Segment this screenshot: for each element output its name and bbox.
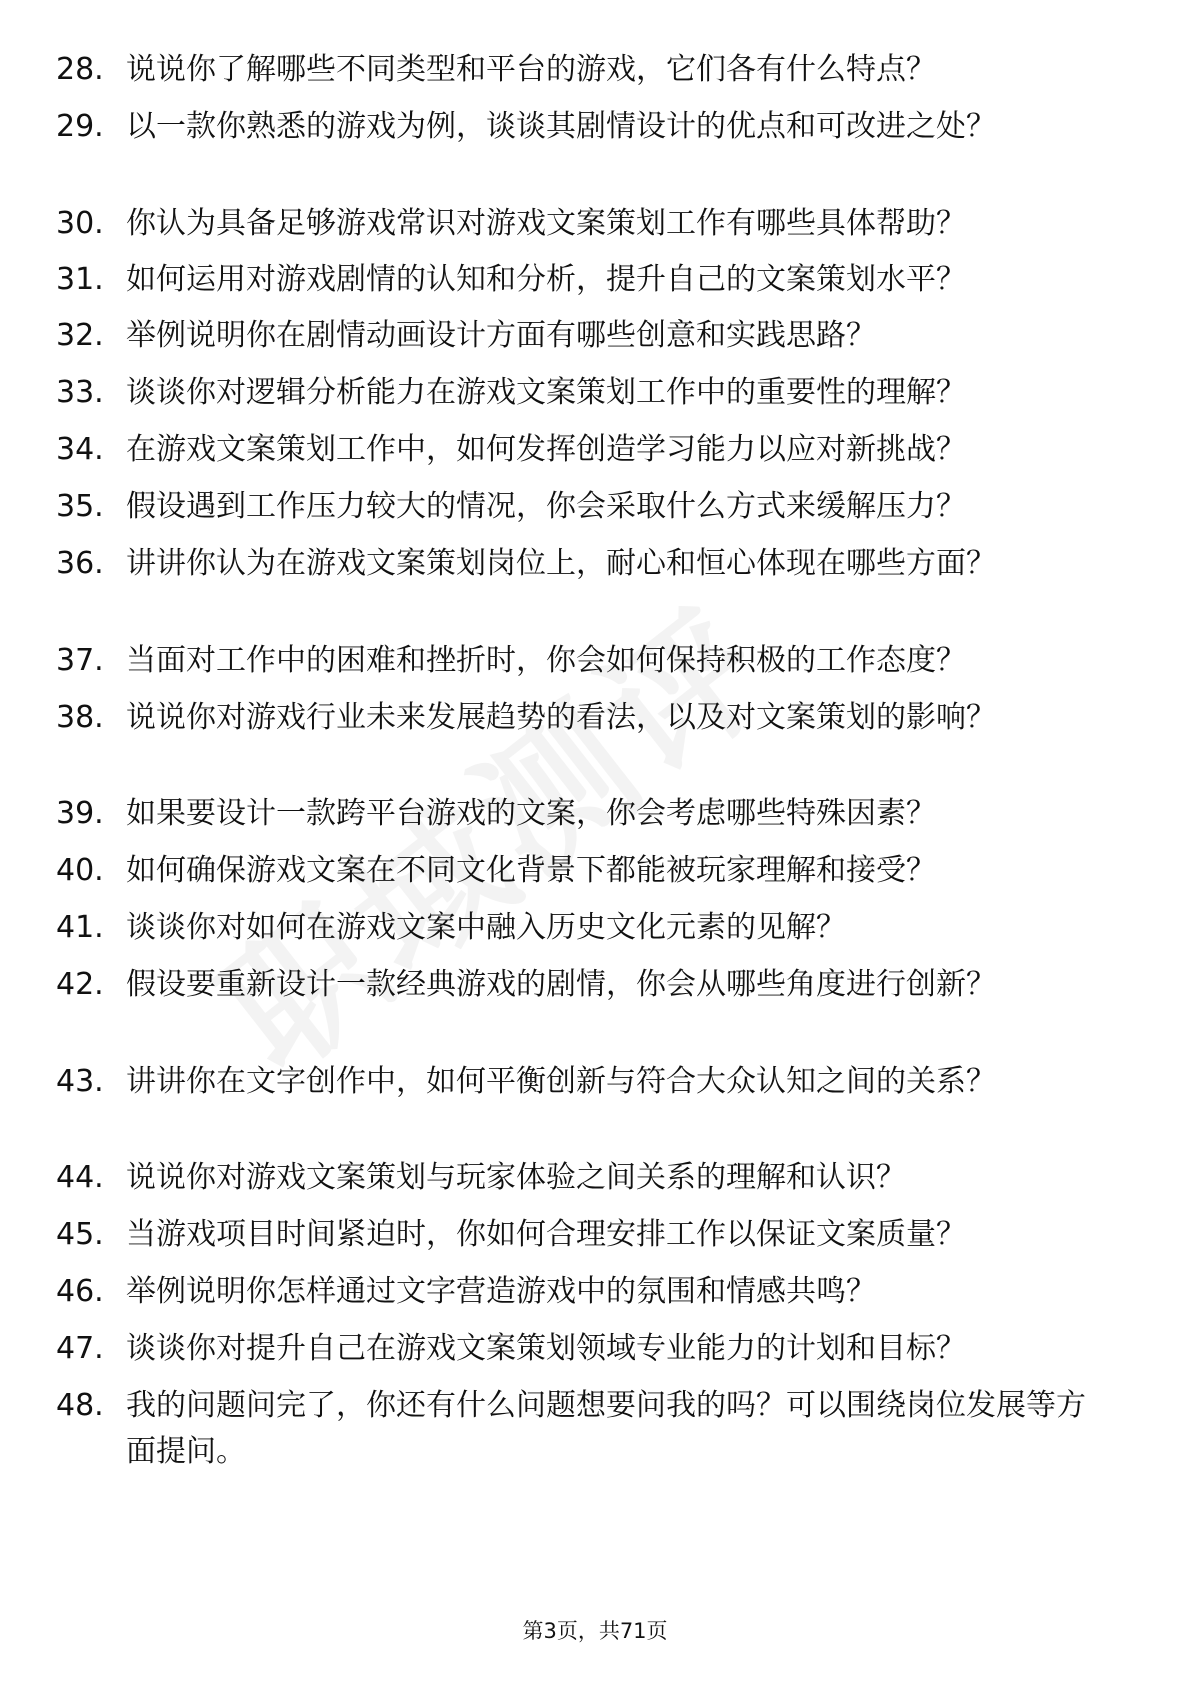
page-footer: 第3页，共71页 [522, 1619, 668, 1643]
question-number: 33. [56, 375, 104, 410]
question-number: 31. [56, 262, 104, 297]
question-number: 28. [56, 52, 104, 87]
question-text: 谈谈你对如何在游戏文案中融入历史文化元素的见解？ [126, 910, 846, 945]
question-text: 说说你对游戏行业未来发展趋势的看法，以及对文案策划的影响？ [126, 700, 996, 735]
question-number: 41. [56, 910, 104, 945]
question-text: 以一款你熟悉的游戏为例，谈谈其剧情设计的优点和可改进之处？ [126, 109, 996, 144]
question-text: 举例说明你怎样通过文字营造游戏中的氛围和情感共鸣？ [126, 1274, 876, 1309]
question-text: 当面对工作中的困难和挫折时，你会如何保持积极的工作态度？ [126, 643, 966, 678]
question-text: 如果要设计一款跨平台游戏的文案，你会考虑哪些特殊因素？ [126, 796, 936, 831]
question-number: 46. [56, 1274, 104, 1309]
question-text: 在游戏文案策划工作中，如何发挥创造学习能力以应对新挑战？ [126, 432, 966, 467]
question-number: 39. [56, 796, 104, 831]
question-text: 讲讲你在文字创作中，如何平衡创新与符合大众认知之间的关系？ [126, 1064, 996, 1099]
question-number: 48. [56, 1388, 104, 1423]
question-number: 47. [56, 1331, 104, 1366]
question-number: 29. [56, 109, 104, 144]
question-text: 谈谈你对提升自己在游戏文案策划领域专业能力的计划和目标？ [126, 1331, 966, 1366]
question-text: 讲讲你认为在游戏文案策划岗位上，耐心和恒心体现在哪些方面？ [126, 546, 996, 581]
question-text: 你认为具备足够游戏常识对游戏文案策划工作有哪些具体帮助？ [126, 206, 966, 241]
question-text: 如何确保游戏文案在不同文化背景下都能被玩家理解和接受？ [126, 853, 936, 888]
question-text: 假设遇到工作压力较大的情况，你会采取什么方式来缓解压力？ [126, 489, 966, 524]
question-text: 说说你对游戏文案策划与玩家体验之间关系的理解和认识？ [126, 1160, 906, 1195]
question-number: 30. [56, 206, 104, 241]
question-text: 说说你了解哪些不同类型和平台的游戏，它们各有什么特点？ [126, 52, 936, 87]
question-number: 37. [56, 643, 104, 678]
question-number: 40. [56, 853, 104, 888]
question-number: 43. [56, 1064, 104, 1099]
question-text: 假设要重新设计一款经典游戏的剧情，你会从哪些角度进行创新？ [126, 967, 996, 1002]
question-text: 举例说明你在剧情动画设计方面有哪些创意和实践思路？ [126, 318, 876, 353]
question-number: 45. [56, 1217, 104, 1252]
question-number: 44. [56, 1160, 104, 1195]
question-number: 32. [56, 318, 104, 353]
question-number: 34. [56, 432, 104, 467]
question-text: 我的问题问完了，你还有什么问题想要问我的吗？可以围绕岗位发展等方面提问。 [126, 1388, 1086, 1469]
question-number: 36. [56, 546, 104, 581]
question-number: 38. [56, 700, 104, 735]
question-number: 35. [56, 489, 104, 524]
question-text: 当游戏项目时间紧迫时，你如何合理安排工作以保证文案质量？ [126, 1217, 966, 1252]
question-text: 谈谈你对逻辑分析能力在游戏文案策划工作中的重要性的理解？ [126, 375, 966, 410]
question-text: 如何运用对游戏剧情的认知和分析，提升自己的文案策划水平？ [126, 262, 966, 297]
question-number: 42. [56, 967, 104, 1002]
